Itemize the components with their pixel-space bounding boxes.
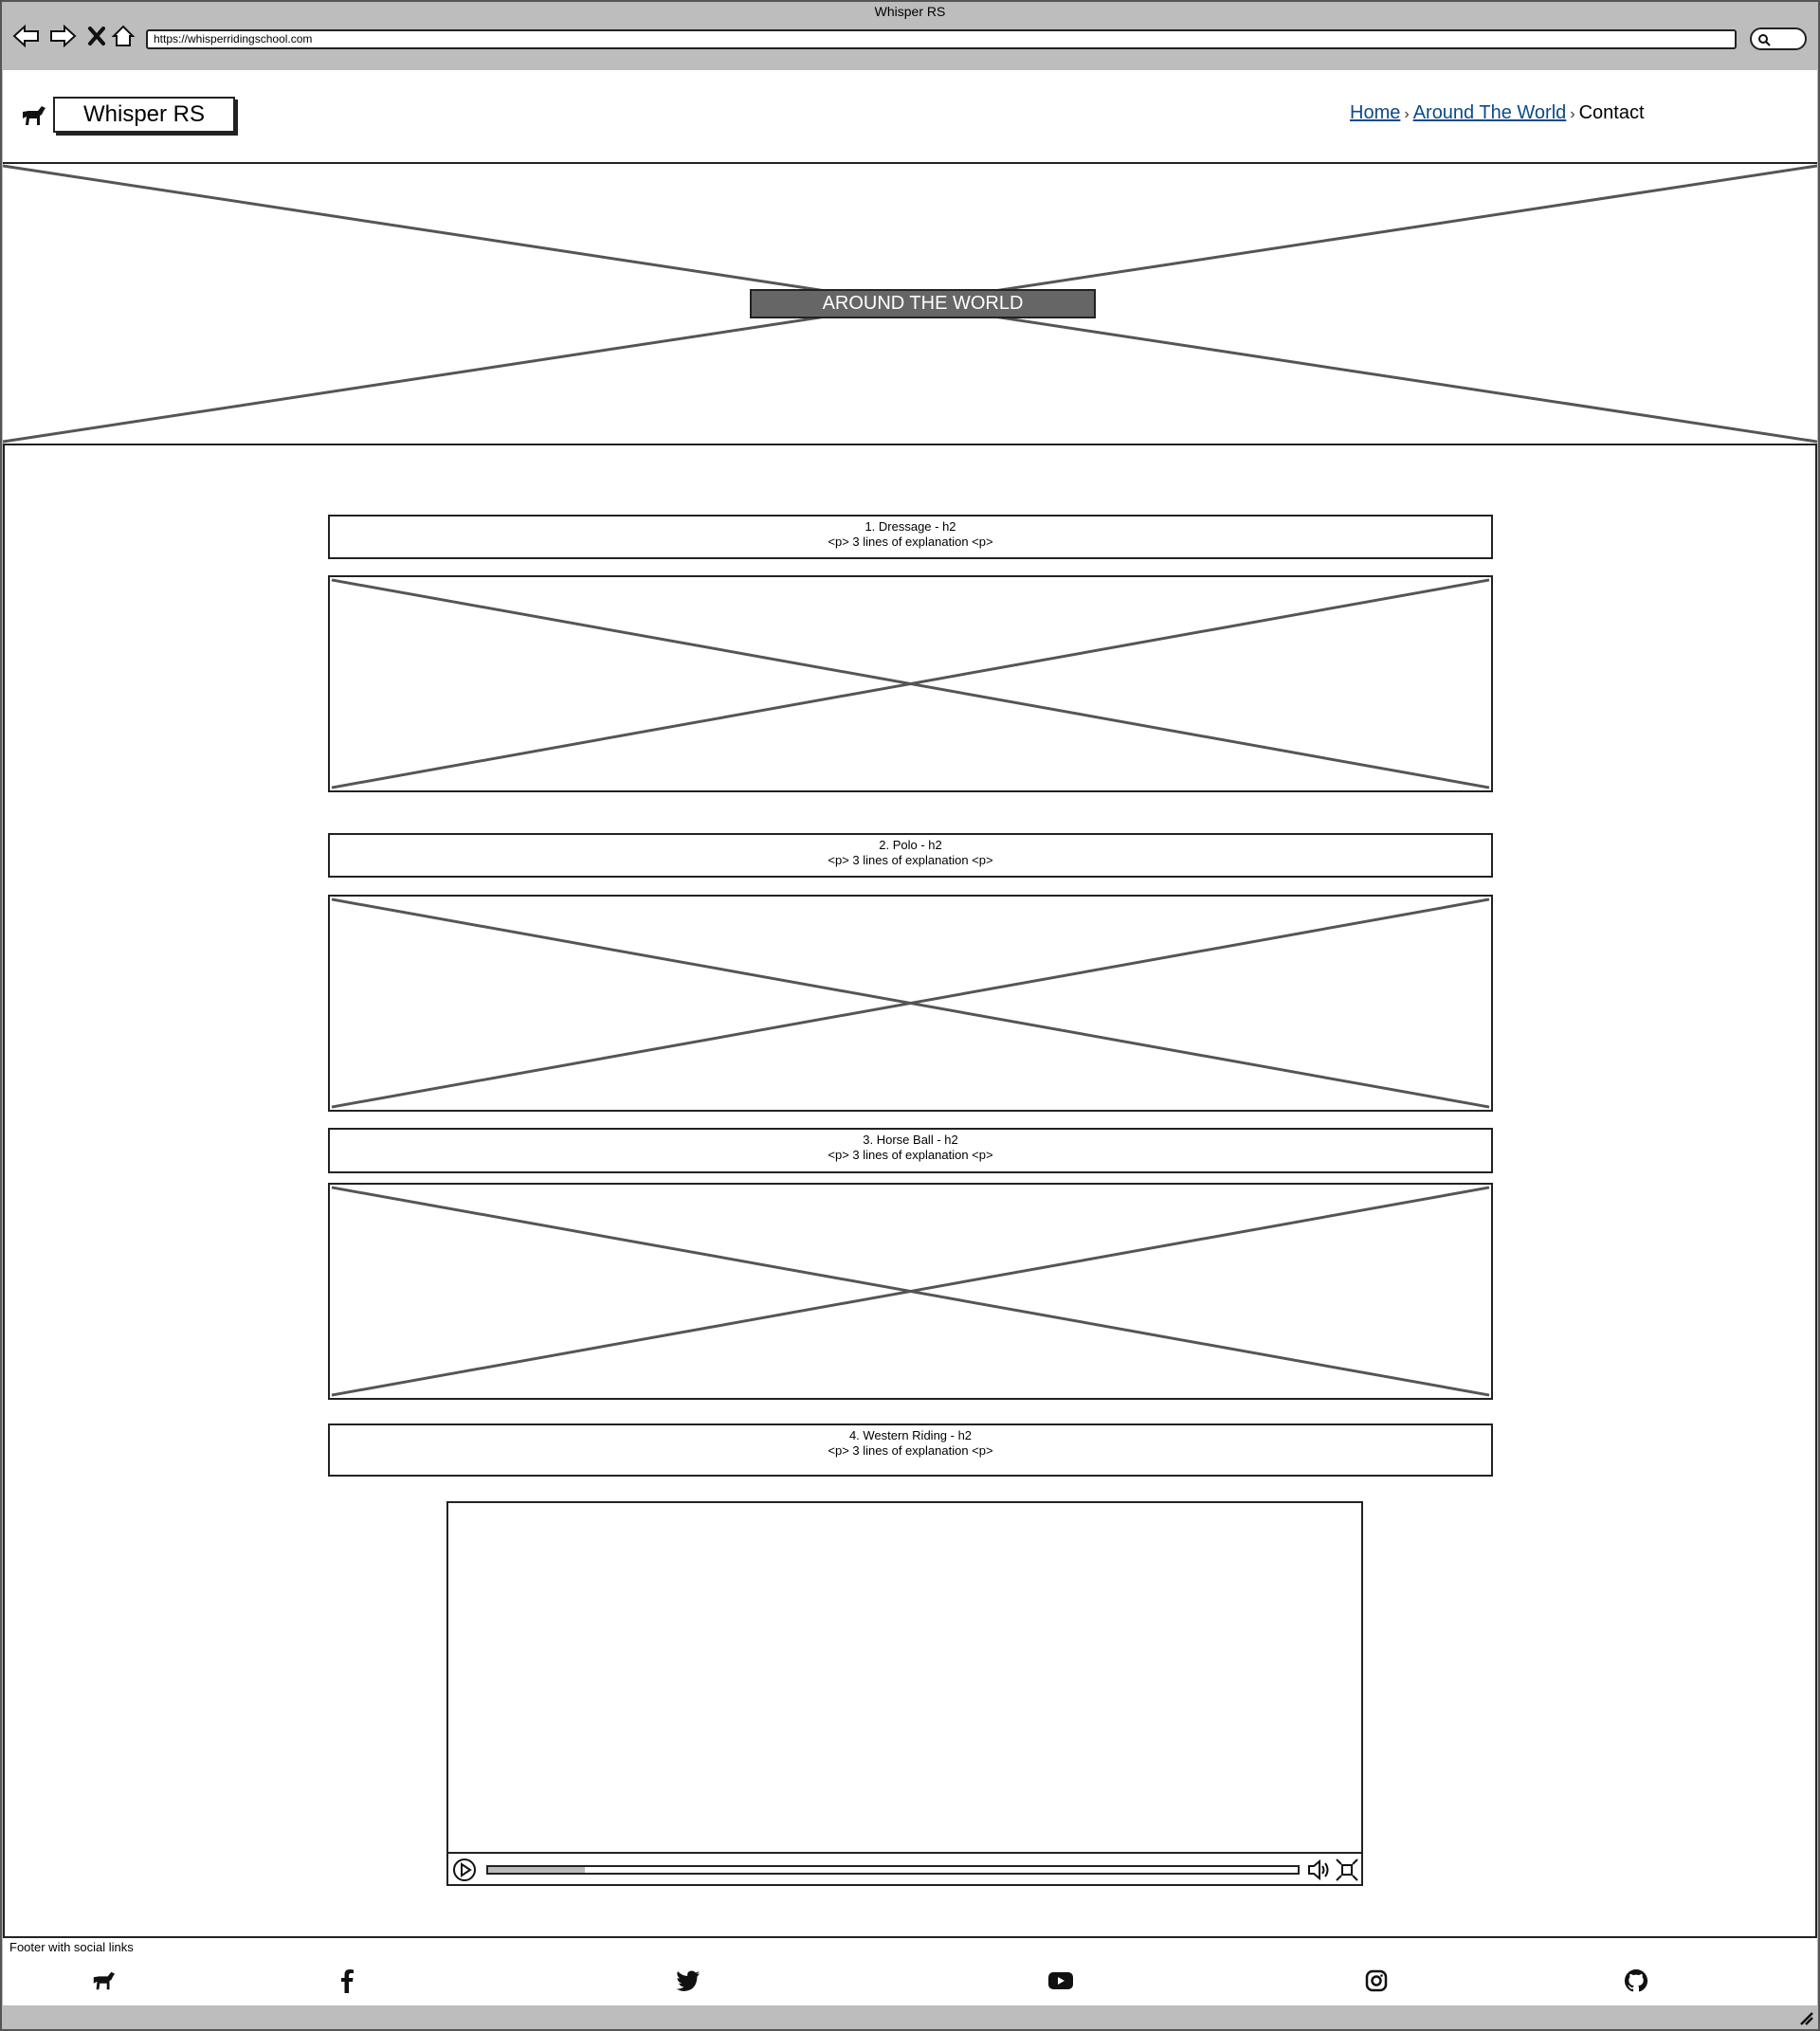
breadcrumb-separator-icon: › xyxy=(1404,106,1410,122)
section-image-placeholder xyxy=(328,895,1493,1112)
section-heading: 4. Western Riding - h2 xyxy=(848,1428,973,1442)
fullscreen-icon[interactable] xyxy=(1335,1858,1359,1882)
twitter-icon[interactable] xyxy=(674,1967,702,1995)
breadcrumb-contact[interactable]: Contact xyxy=(1578,102,1645,123)
section-body: <p> 3 lines of explanation <p> xyxy=(828,1443,993,1458)
footer-label: Footer with social links xyxy=(9,1940,134,1954)
section-image-placeholder xyxy=(328,575,1493,792)
video-controls xyxy=(448,1852,1361,1884)
section-body: <p> 3 lines of explanation <p> xyxy=(828,1148,993,1162)
section-heading: 1. Dressage - h2 xyxy=(864,519,956,534)
breadcrumb-around-the-world[interactable]: Around The World xyxy=(1412,102,1567,123)
horse-logo-icon[interactable] xyxy=(19,102,47,129)
breadcrumb-home[interactable]: Home xyxy=(1350,102,1401,123)
hero-title: AROUND THE WORLD xyxy=(750,289,1096,318)
section-image-placeholder xyxy=(328,1183,1493,1400)
volume-icon[interactable] xyxy=(1306,1858,1331,1882)
play-icon xyxy=(452,1858,477,1882)
section-heading-box xyxy=(328,1424,1493,1477)
browser-search-button[interactable] xyxy=(1750,27,1807,50)
instagram-icon[interactable] xyxy=(1362,1967,1391,1995)
forward-icon[interactable] xyxy=(47,21,78,51)
facebook-icon[interactable] xyxy=(333,1967,361,1995)
site-footer xyxy=(3,1936,1817,2005)
section-heading: 3. Horse Ball - h2 xyxy=(863,1133,958,1147)
window-title: Whisper RS xyxy=(874,4,946,19)
video-progress-bar[interactable] xyxy=(486,1865,1300,1875)
section-heading: 2. Polo - h2 xyxy=(879,838,942,852)
play-button[interactable] xyxy=(452,1858,477,1882)
section-heading-box xyxy=(328,833,1493,878)
horse-icon[interactable] xyxy=(89,1967,118,1995)
section-heading-box xyxy=(328,1128,1493,1173)
breadcrumb-separator-icon: › xyxy=(1570,106,1575,122)
url-bar[interactable]: https://whisperridingschool.com xyxy=(146,29,1737,49)
section-body: <p> 3 lines of explanation <p> xyxy=(828,535,993,549)
site-logo[interactable]: Whisper RS xyxy=(53,97,235,133)
video-progress-fill xyxy=(488,1867,585,1873)
home-icon[interactable] xyxy=(108,21,138,51)
breadcrumb xyxy=(1350,102,1645,124)
back-icon[interactable] xyxy=(11,21,42,51)
github-icon[interactable] xyxy=(1622,1967,1650,1995)
section-heading-box xyxy=(328,515,1493,559)
resize-grip-icon[interactable] xyxy=(1797,2009,1814,2026)
search-icon xyxy=(1757,33,1771,46)
video-player[interactable] xyxy=(446,1501,1363,1886)
youtube-icon[interactable] xyxy=(1046,1967,1075,1995)
section-body: <p> 3 lines of explanation <p> xyxy=(828,853,993,867)
